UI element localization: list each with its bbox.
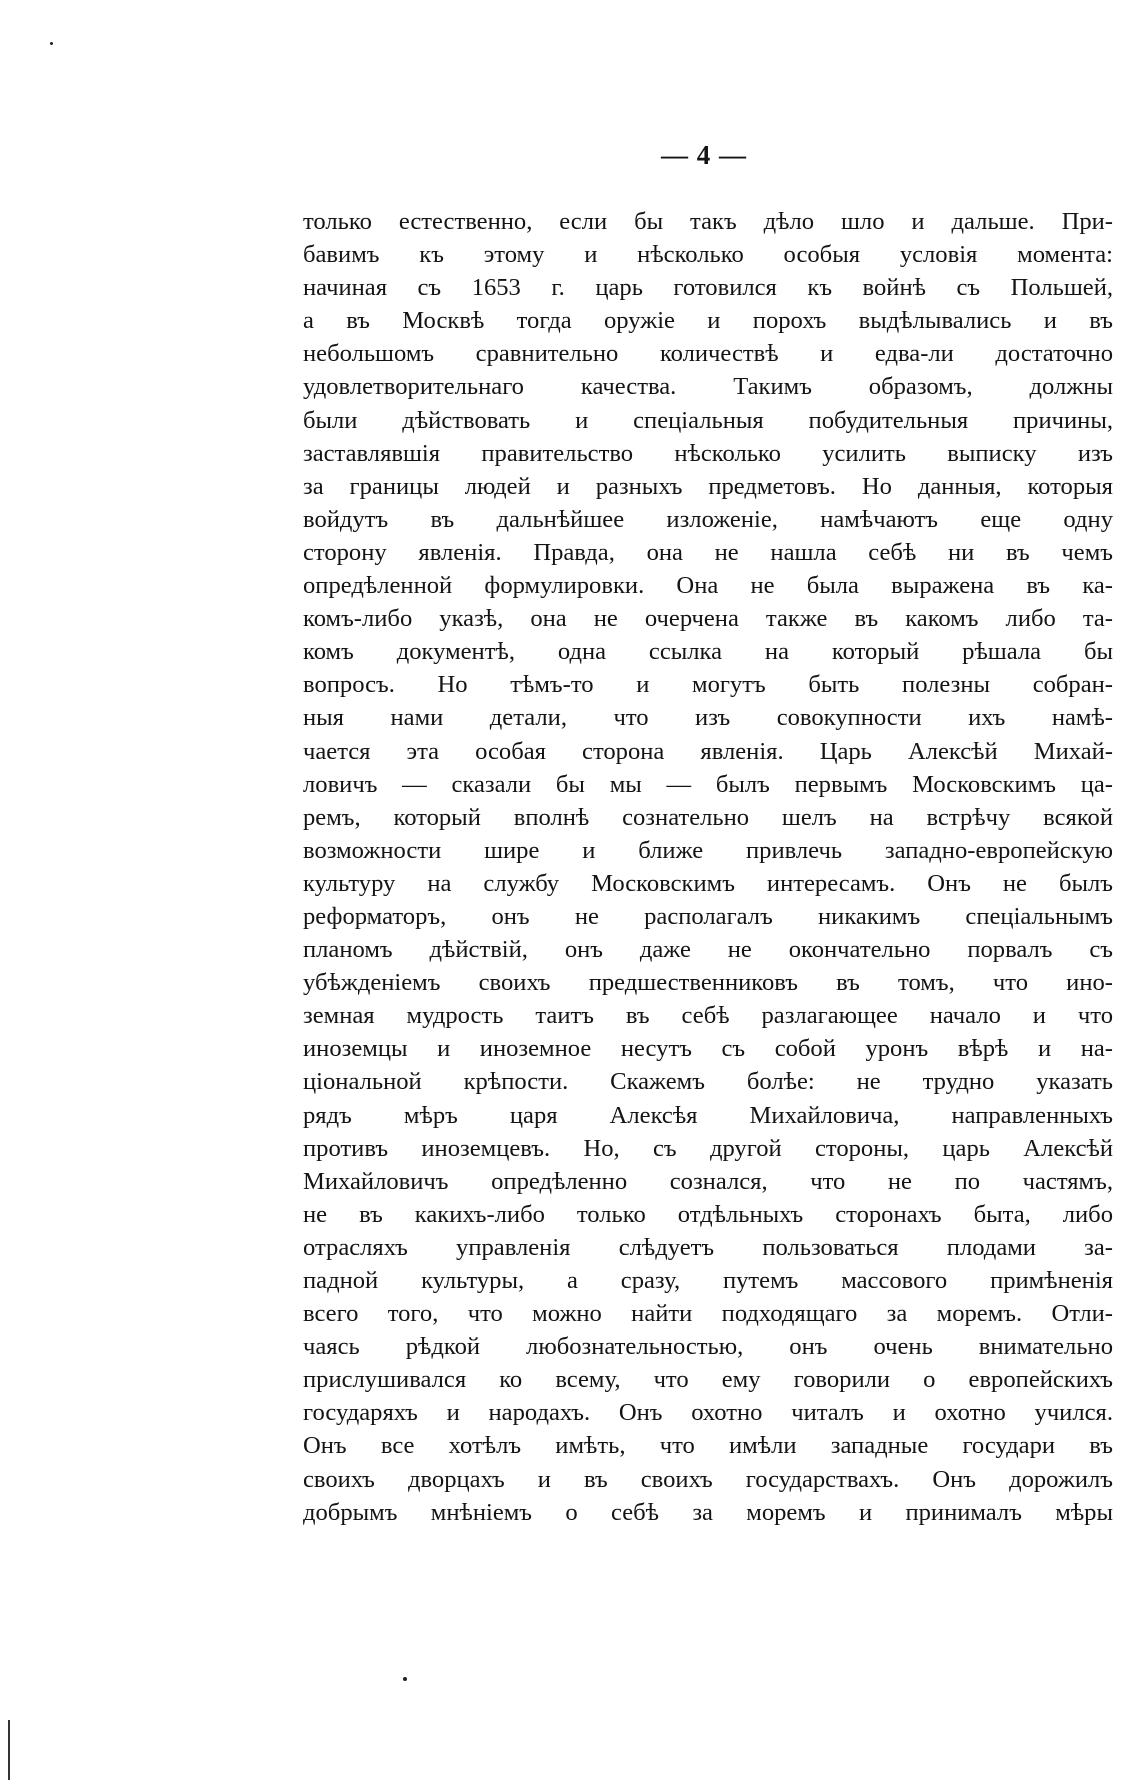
body-text bbox=[303, 205, 1113, 1529]
text-line: чаясь рѣдкой любознательностью, онъ очень внимательно bbox=[303, 1333, 1113, 1361]
text-line: а въ Москвѣ тогда оружіе и порохъ выдѣлывались и въ bbox=[303, 307, 1113, 335]
text-line: войдутъ въ дальнѣйшее изложеніе, намѣчаютъ еще одну bbox=[303, 505, 1113, 533]
text-line: падной культуры, а сразу, путемъ массового примѣненія bbox=[303, 1267, 1113, 1294]
text-line: чается эта особая сторона явленія. Царь Алексѣй Михай- bbox=[303, 737, 1113, 765]
text-line: небольшомъ сравнительно количествѣ и едва-ли достаточно bbox=[303, 340, 1113, 368]
text-line: отрасляхъ управленія слѣдуетъ пользоваться плодами за- bbox=[303, 1233, 1113, 1261]
text-line: всего того, что можно найти подходящаго за моремъ. Отли- bbox=[303, 1300, 1113, 1328]
text-line: прислушивался ко всему, что ему говорили о европейскихъ bbox=[303, 1366, 1113, 1394]
page-number: — 4 — bbox=[661, 140, 747, 170]
text-line: ныя нами детали, что изъ совокупности ихъ намѣ- bbox=[303, 704, 1113, 732]
text-line: возможности шире и ближе привлечь западно-европейскую bbox=[303, 836, 1113, 864]
text-line: реформаторъ, онъ не располагалъ никакимъ спеціальнымъ bbox=[303, 902, 1113, 930]
paper-speck bbox=[403, 1677, 407, 1681]
text-line: ціональной крѣпости. Скажемъ болѣе: не трудно указать bbox=[303, 1068, 1113, 1096]
text-line: рядъ мѣръ царя Алексѣя Михайловича, направленныхъ bbox=[303, 1101, 1113, 1129]
text-line: вопросъ. Но тѣмъ-то и могутъ быть полезны собран- bbox=[303, 671, 1113, 699]
text-line: бавимъ къ этому и нѣсколько особыя условія момента: bbox=[303, 241, 1113, 269]
scan-edge-mark bbox=[8, 1720, 10, 1780]
text-line: комъ документѣ, одна ссылка на который рѣшала бы bbox=[303, 638, 1113, 666]
text-line: земная мудрость таитъ въ себѣ разлагающее начало и что bbox=[303, 1002, 1113, 1030]
text-line: Онъ все хотѣлъ имѣть, что имѣли западные государи въ bbox=[303, 1432, 1113, 1460]
text-line: за границы людей и разныхъ предметовъ. Но данныя, которыя bbox=[303, 472, 1113, 500]
text-line: были дѣйствовать и спеціальныя побудительныя причины, bbox=[303, 406, 1113, 434]
text-line: комъ-либо указѣ, она не очерчена также въ какомъ либо та- bbox=[303, 605, 1113, 633]
text-line: культуру на службу Московскимъ интересамъ. Онъ не былъ bbox=[303, 869, 1113, 897]
text-line: только естественно, если бы такъ дѣло шло и дальше. При- bbox=[303, 208, 1113, 235]
text-line: ловичъ — сказали бы мы — былъ первымъ Московскимъ ца- bbox=[303, 770, 1113, 798]
text-line: не въ какихъ-либо только отдѣльныхъ сторонахъ быта, либо bbox=[303, 1200, 1113, 1228]
text-line: сторону явленія. Правда, она не нашла себѣ ни въ чемъ bbox=[303, 538, 1113, 566]
text-line: начиная съ 1653 г. царь готовился къ войнѣ съ Польшей, bbox=[303, 274, 1113, 302]
text-line: государяхъ и народахъ. Онъ охотно читалъ и охотно учился. bbox=[303, 1399, 1113, 1427]
text-line: опредѣленной формулировки. Она не была выражена въ ка- bbox=[303, 572, 1113, 600]
text-line: планомъ дѣйствій, онъ даже не окончательно порвалъ съ bbox=[303, 936, 1113, 964]
text-line: убѣжденіемъ своихъ предшественниковъ въ томъ, что ино- bbox=[303, 969, 1113, 997]
text-line: иноземцы и иноземное несутъ съ собой уронъ вѣрѣ и на- bbox=[303, 1035, 1113, 1063]
text-line: ремъ, который вполнѣ сознательно шелъ на встрѣчу всякой bbox=[303, 803, 1113, 831]
text-line: Михайловичъ опредѣленно сознался, что не по частямъ, bbox=[303, 1167, 1113, 1195]
text-line: противъ иноземцевъ. Но, съ другой стороны, царь Алексѣй bbox=[303, 1134, 1113, 1162]
text-line: заставлявшія правительство нѣсколько усилить выписку изъ bbox=[303, 439, 1113, 467]
paper-speck bbox=[50, 42, 53, 45]
text-line: удовлетворительнаго качества. Такимъ образомъ, должны bbox=[303, 373, 1113, 401]
text-line: добрымъ мнѣніемъ о себѣ за моремъ и принималъ мѣры bbox=[303, 1498, 1113, 1526]
text-line: своихъ дворцахъ и въ своихъ государствахъ. Онъ дорожилъ bbox=[303, 1465, 1113, 1493]
